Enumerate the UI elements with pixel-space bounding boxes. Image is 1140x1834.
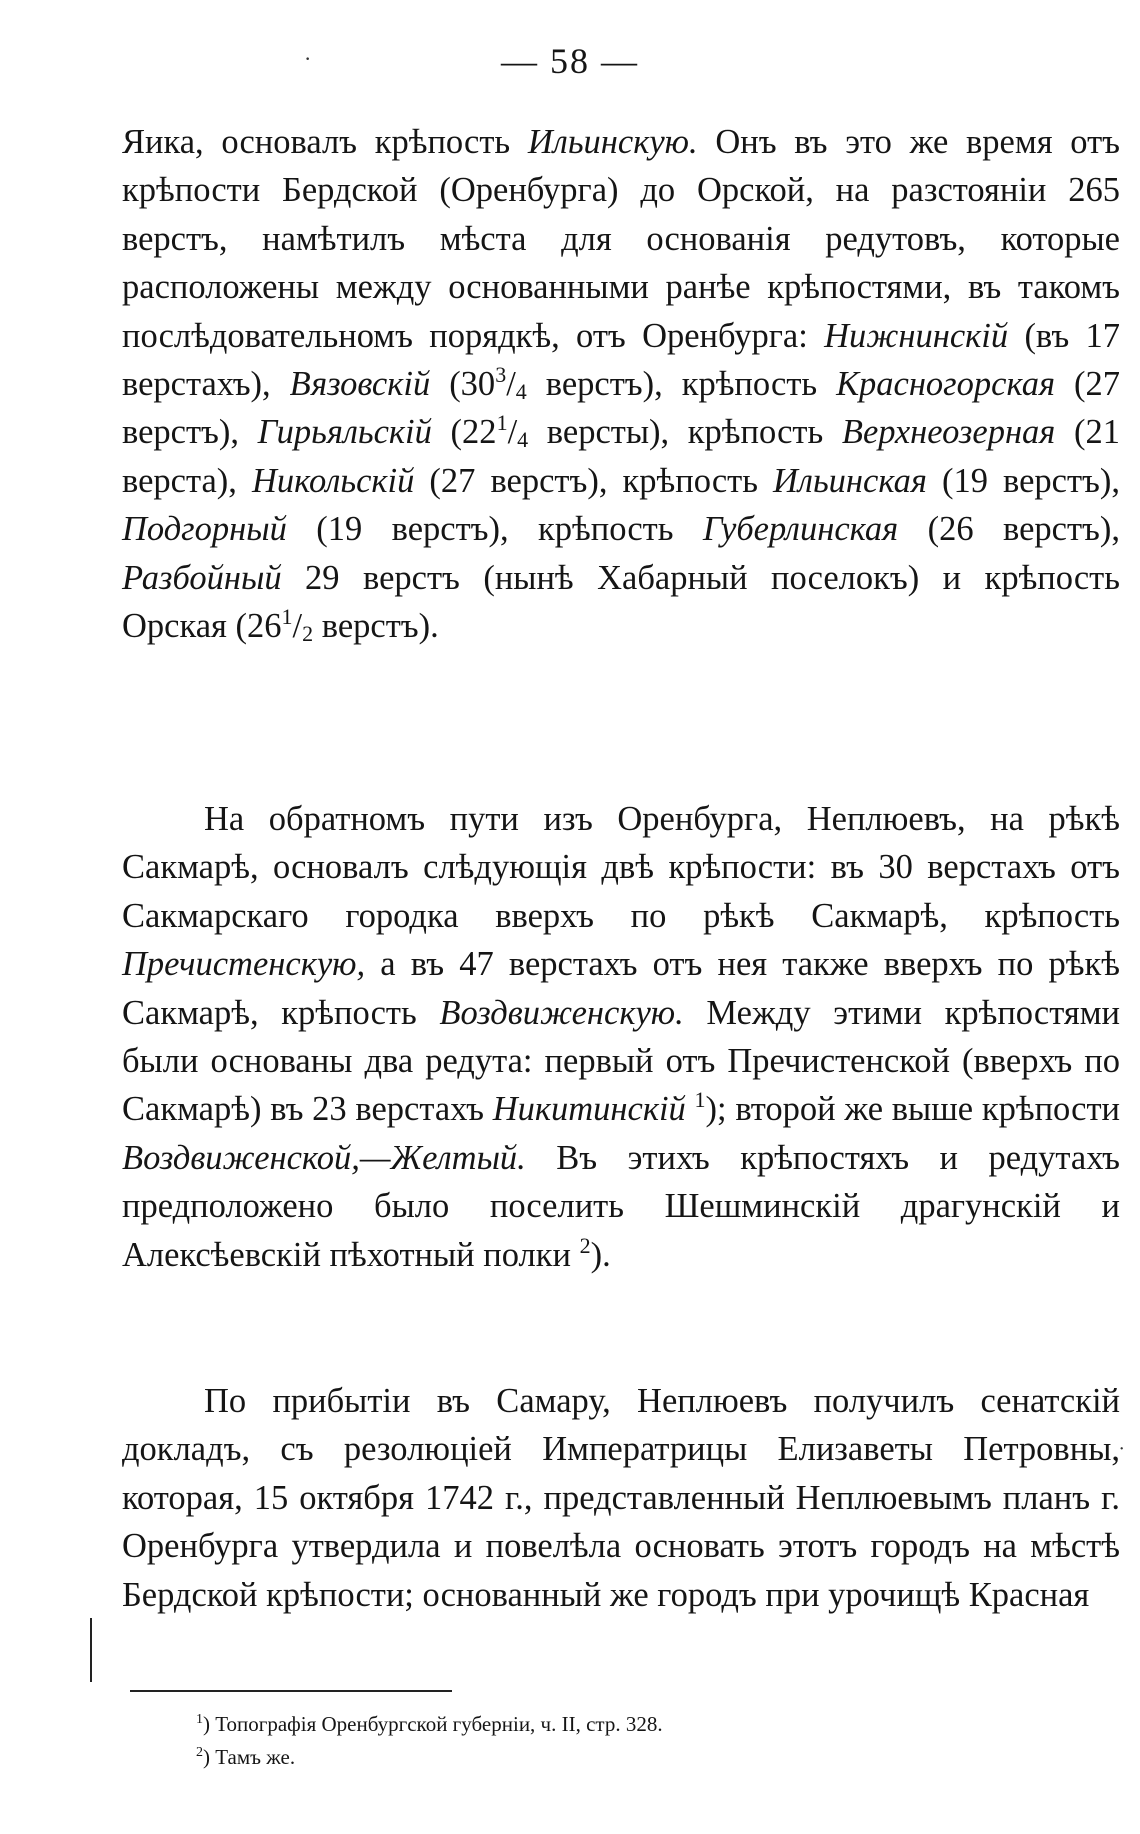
redoubt-name: Никитинскій	[492, 1090, 686, 1129]
text-run: (въ 17 верстахъ),	[122, 316, 1120, 404]
footnotes	[196, 1708, 1096, 1774]
fraction-denominator: 4	[515, 379, 527, 405]
fraction-denominator: 2	[302, 621, 314, 647]
fort-name: Воздвиженскую.	[439, 993, 684, 1032]
text-run: (21 верста),	[122, 413, 1120, 500]
fraction-numerator: 1	[496, 410, 508, 436]
redoubt-name: Разбойный	[122, 558, 282, 597]
text-run: На обратномъ пути изъ Оренбурга, Неплюевъ, на рѣкѣ Сакмарѣ, основалъ слѣдующія двѣ крѣпости: въ 30 верстахъ отъ Сакмарскаго городка вверхъ по рѣкѣ Сакмарѣ, крѣпость	[122, 800, 1120, 935]
redoubt-name: Подгорный	[122, 510, 287, 549]
footnote-text: ) Топографія Оренбургской губерніи, ч. II, стр. 328.	[203, 1712, 663, 1736]
text-run: 29 верстъ (нынѣ Хабарный поселокъ) и крѣпость Орская (26	[122, 558, 1120, 646]
text-run: Яика, основалъ крѣпость	[122, 123, 528, 161]
fort-name: Пречистенскую,	[122, 945, 366, 984]
footnote-mark: 2	[196, 1745, 203, 1760]
margin-pencil-mark	[90, 1618, 92, 1682]
text-run: Между этими крѣпостями были основаны два редута: первый отъ Пречистенской (вверхъ по Сакмарѣ) въ 23 верстахъ	[122, 993, 1121, 1129]
fraction-denominator: 4	[517, 427, 529, 453]
text-run: ).	[590, 1235, 611, 1274]
text-run: (27 верстъ), крѣпость	[414, 461, 774, 500]
redoubt-name: Вязовскій	[289, 365, 431, 404]
text-run: Въ этихъ крѣпостяхъ и редутахъ предположено было поселить Шешминскій драгунскій и Алексѣевскій пѣхотный полки	[122, 1138, 1120, 1274]
text-run: (27 верстъ),	[122, 365, 1120, 452]
fort-name: Губерлинская	[702, 510, 899, 549]
footnote-1	[196, 1708, 1096, 1741]
paragraph-3	[122, 1377, 1120, 1619]
redoubt-name: Гирьяльскій	[257, 413, 432, 452]
fort-name: Воздвиженской,—Желтый.	[122, 1138, 526, 1177]
footnote-divider	[130, 1690, 452, 1692]
fraction-numerator: 1	[281, 604, 293, 630]
paragraph-2	[122, 795, 1120, 1279]
footnote-2	[196, 1741, 1096, 1774]
text-run: (22	[431, 413, 497, 452]
fraction-numerator: 3	[495, 362, 507, 388]
fort-name: Красногорская	[836, 365, 1056, 404]
text-run: а въ 47 верстахъ отъ нея также вверхъ по рѣкѣ Сакмарѣ, крѣпость	[122, 945, 1120, 1032]
fort-name: Ильинская	[773, 461, 927, 500]
redoubt-name: Нижнинскій	[824, 316, 1009, 355]
redoubt-name: Никольскій	[251, 461, 415, 500]
text-run: (19 верстъ), крѣпость	[286, 510, 703, 549]
footnote-text: ) Тамъ же.	[203, 1745, 296, 1769]
text-run: верстъ).	[313, 607, 439, 646]
text-run: версты), крѣпость	[528, 413, 842, 452]
footnote-mark: 1	[196, 1712, 203, 1727]
footnote-ref: 1	[694, 1087, 706, 1113]
text-run: (19 верстъ),	[926, 461, 1121, 500]
fort-name: Ильинскую.	[527, 123, 698, 161]
text-run: Онъ въ это же время отъ крѣпости Бердской (Оренбурга) до Орской, на разстояніи 265 верстъ, намѣтилъ мѣста для основанія редутовъ, которые расположены между основанными ранѣе крѣпостями, въ такомъ послѣдовательномъ порядкѣ, отъ Оренбурга:	[122, 123, 1120, 355]
text-run: (30	[430, 365, 496, 404]
scan-speck: ˙	[1118, 1442, 1126, 1467]
text-run: верстъ), крѣпость	[526, 365, 837, 404]
footnote-ref: 2	[579, 1232, 591, 1258]
text-run: (26 верстъ),	[898, 510, 1120, 549]
text-run: ); второй же выше крѣпости	[705, 1090, 1120, 1129]
fort-name: Верхнеозерная	[841, 413, 1056, 452]
paragraph-1: Яика, основалъ крѣпость Ильинскую. Онъ въ это же время отъ крѣпости Бердской (Оренбурга) до Орской, на разстояніи 265 верстъ, намѣтилъ мѣста для основанія редутовъ, которые расположены между основанными ранѣе крѣпостями, въ такомъ послѣдовательномъ порядкѣ, отъ Оренбурга: Нижнинскій (въ 17 верстахъ), Вязовскій ($30^3/_4$ верстъ), крѣпость Красногорская (27 верстъ), Гирьяльскій ($22^1/_4$ версты), крѣпость Верхнеозерная (21 верста), Никольскій (27 верстъ), крѣпость Ильинская (19 верстъ), Подгорный (19 верстъ), крѣпость Губерлинская (26 верстъ), Разбойный 29 верстъ (нынѣ Хабарный поселокъ) и крѣпость Орская ($26^1/_2$ верстъ).	[122, 123, 1121, 647]
text-run: По прибытіи въ Самару, Неплюевъ получилъ сенатскій докладъ, съ резолюціей Императрицы Елизаветы Петровны, которая, 15 октября 1742 г., представленный Неплюевымъ планъ г. Оренбурга утвердила и повелѣла основать этотъ городъ на мѣстѣ Бердской крѣпости; основанный же городъ при урочищѣ Красная	[122, 1382, 1120, 1614]
scan-speck: ·	[304, 46, 312, 71]
page-number: — 58 —	[501, 41, 639, 81]
